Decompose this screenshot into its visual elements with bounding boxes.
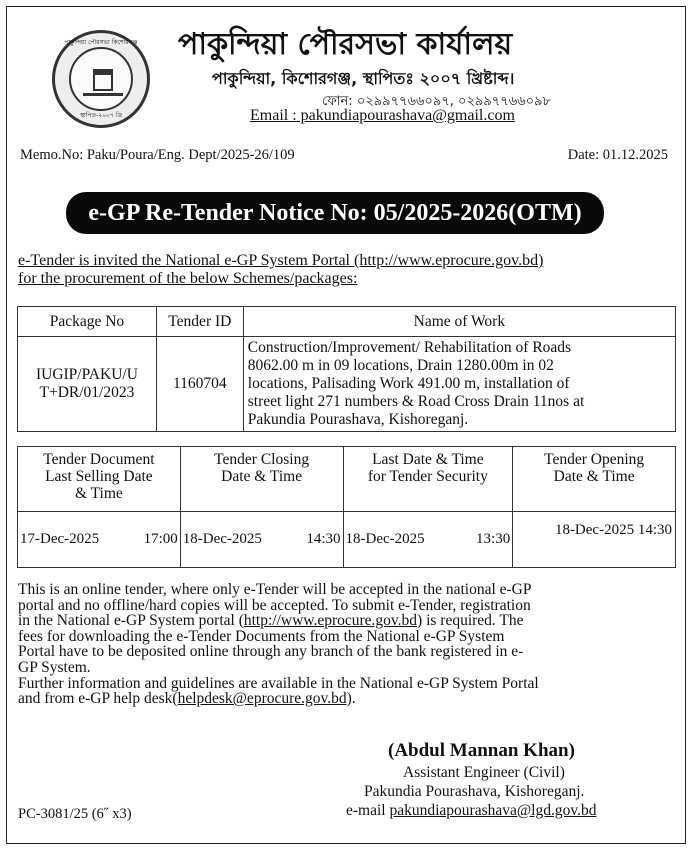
package-table-header xyxy=(18,307,676,337)
notice-title: e-GP Re-Tender Notice No: 05/2025-2026(OTM) xyxy=(66,192,604,234)
signatory-name: (Abdul Mannan Khan) xyxy=(388,740,575,761)
intro-line-2: for the procurement of the below Schemes/packages: xyxy=(18,270,358,287)
tender-instructions: This is an online tender, where only e-Tender will be accepted in the national e-GP portal and no offline/hard copies will be accepted. To submit e-Tender, registration in the National e-GP System portal (http://www.eprocure.gov.bd) is required. The fees for downloading the e-Tender Documents from the National e-GP System Portal have to be deposited online through any branch of the bank registered in e- GP System. Further information and guidelines are available in the National e-GP System Portal and from e-GP help desk(helpdesk@eprocure.gov.bd). xyxy=(18,581,539,708)
header-name-of-work: Name of Work xyxy=(243,307,675,337)
intro-line-1[interactable]: e-Tender is invited the National e-GP System Portal (http://www.eprocure.gov.bd) xyxy=(18,252,544,269)
header-tender-opening: Tender Opening Date & Time xyxy=(513,447,676,512)
tender-id-cell: 1160704 xyxy=(156,337,243,432)
closing-datetime-cell: 18-Dec-2025 14:30 xyxy=(180,512,343,568)
memo-date: Date: 01.12.2025 xyxy=(567,147,668,163)
building-icon xyxy=(93,69,113,91)
organization-name: পাকুন্দিয়া পৌরসভা কার্যালয় xyxy=(178,27,513,62)
schedule-table xyxy=(17,446,676,568)
municipality-logo xyxy=(52,30,150,128)
memo-number: Memo.No: Paku/Poura/Eng. Dept/2025-26/109 xyxy=(20,147,295,163)
signatory-email: e-mail pakundiapourashava@lgd.gov.bd xyxy=(346,802,597,819)
eprocure-link[interactable]: http://www.eprocure.gov.bd xyxy=(243,612,418,630)
name-of-work-cell: Construction/Improvement/ Rehabilitation of Roads 8062.00 m in 09 locations, Drain 1280.00m in 02 locations, Palisading Work 491.00 m, installation of street light 271 numbers & Road Cross Drain 11nos at Pakundia Pourashava, Kishoreganj. xyxy=(243,337,675,432)
opening-datetime-cell: 18-Dec-2025 14:30 xyxy=(513,512,676,568)
header-tender-id: Tender ID xyxy=(156,307,243,337)
signatory-designation: Assistant Engineer (Civil) xyxy=(403,764,565,781)
intro-text xyxy=(18,252,678,288)
logo-bottom-text: স্থাপিত-২০০৭ খ্রি xyxy=(80,112,122,119)
phone-numbers: ফোন: ০২৯৯৭৭৬৬০৯৭, ০২৯৯৭৭৬৬০৯৮ xyxy=(322,94,551,109)
security-datetime-cell: 18-Dec-2025 13:30 xyxy=(343,512,513,568)
header-package-no: Package No xyxy=(18,307,157,337)
logo-top-text: পাকুন্দিয়া পৌরসভা কিশোরগঞ্জ xyxy=(64,39,138,46)
signatory-email-link[interactable]: pakundiapourashava@lgd.gov.bd xyxy=(389,802,597,819)
organization-address: পাকুন্দিয়া, কিশোরগঞ্জ, স্থাপিতঃ ২০০৭ খ্রিষ্টাব্দ। xyxy=(212,69,515,88)
helpdesk-email-link[interactable]: helpdesk@eprocure.gov.bd xyxy=(177,690,347,708)
signatory-office: Pakundia Pourashava, Kishoreganj. xyxy=(364,783,585,800)
schedule-table-header xyxy=(18,447,676,512)
selling-datetime-cell: 17-Dec-2025 17:00 xyxy=(18,512,181,568)
header-tender-closing: Tender Closing Date & Time xyxy=(180,447,343,512)
table-row xyxy=(18,337,676,432)
package-no-cell: IUGIP/PAKU/U T+DR/01/2023 xyxy=(18,337,157,432)
table-row xyxy=(18,512,676,568)
pc-reference: PC-3081/25 (6˝ x3) xyxy=(18,806,132,822)
package-table xyxy=(17,306,676,432)
header-email[interactable]: Email : pakundiapourashava@gmail.com xyxy=(250,107,515,124)
header-document-selling: Tender Document Last Selling Date & Time xyxy=(18,447,181,512)
header-tender-security: Last Date & Time for Tender Security xyxy=(343,447,513,512)
